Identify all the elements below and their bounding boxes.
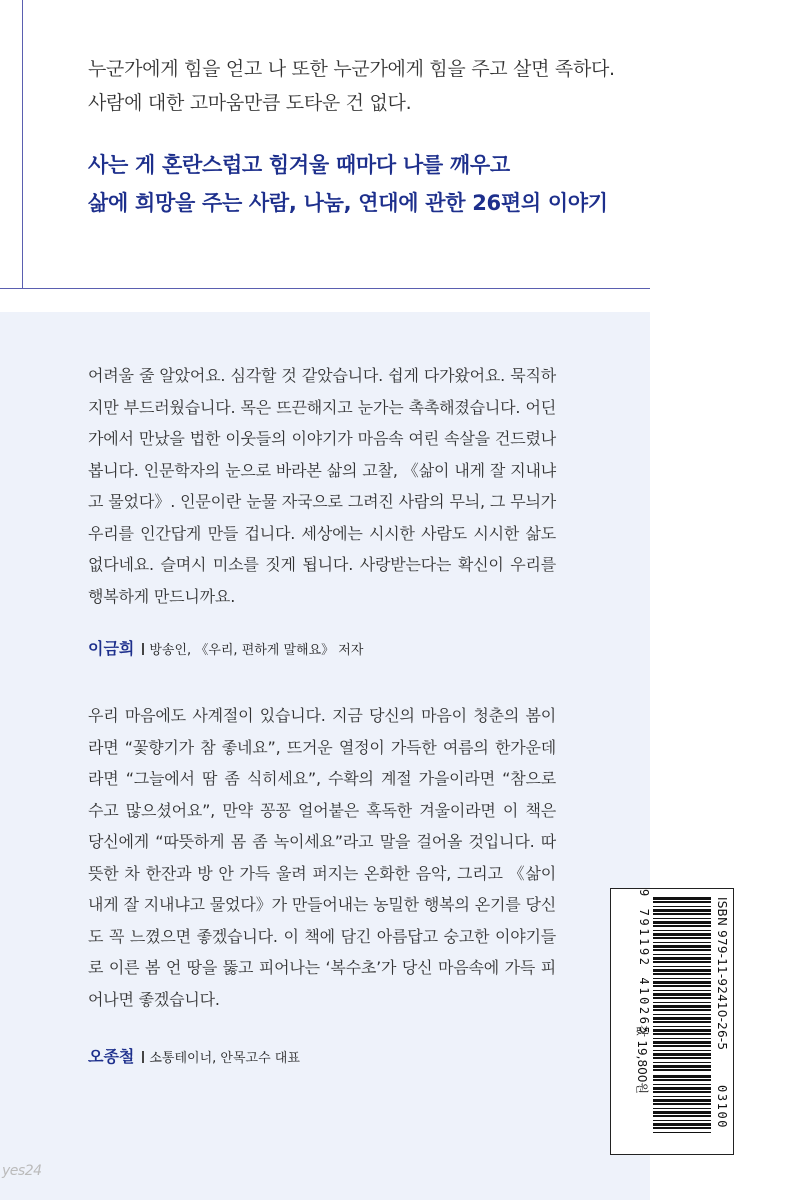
barcode-bar [653,1069,711,1071]
barcode-bar [653,993,711,996]
barcode-bar [653,909,711,912]
author-separator [142,643,144,655]
barcode-bar [653,1050,711,1051]
author-separator [142,1051,144,1063]
barcode-bar [653,897,711,900]
barcode-bar [653,954,711,955]
barcode-bar [653,1041,711,1044]
barcode-bar [653,990,711,991]
barcode-bar [653,1115,711,1117]
barcode-bar [653,1014,711,1015]
barcode-bar [653,1033,711,1035]
barcode-bar [653,901,711,903]
watermark: yes24 [2,1163,42,1179]
intro-line-2: 사람에 대한 고마움만큼 도타운 건 없다. [88,92,412,114]
addon-bars [653,1075,711,1137]
barcode-bar [653,1108,711,1109]
endorsement-text-1: 어려울 줄 알았어요. 심각할 것 같았습니다. 쉽게 다가왔어요. 묵직하지만 부드러웠습니다. 목은 뜨끈해지고 눈가는 촉촉해졌습니다. 어딘가에서 만났을 법한 이웃들의 이야기가 마음속 여린 속살을 건드렸나 봅니다. 인문학자의 눈으로 바라본 삶의 고찰, 《삶이 내게 잘 지내냐고 물었다》. 인문이란 눈물 자국으로 그려진 사람의 무늬, 그 무늬가 우리를 인간답게 만들 겁니다. 세상에는 시시한 사람도 시시한 삶도 없다네요. 슬며시 미소를 짓게 됩니다. 사랑받는다는 확신이 우리를 행복하게 만드니까요. [88,366,556,606]
barcode-bar [653,973,711,975]
intro-line-1: 누군가에게 힘을 얻고 나 또한 누군가에게 힘을 주고 살면 족하다. [88,58,615,80]
endorsement-author-2 [88,1044,300,1067]
barcode-bar [653,978,711,979]
horizontal-rule [0,288,650,289]
author-name: 오종철 [88,1047,135,1066]
barcode-bar [653,981,711,984]
barcode-bar [653,1026,711,1027]
headline-line-2: 삶에 희망을 주는 사람, 나눔, 연대에 관한 26편의 이야기 [88,191,608,215]
barcode-digits: 9 791192 410265 [637,889,651,1037]
barcode-bar [653,1002,711,1003]
barcode-bar [653,1017,711,1020]
barcode-bar [653,985,711,987]
intro-text [88,52,648,120]
barcode-bar [653,1127,711,1129]
headline [88,146,648,222]
barcode-box [610,888,734,1155]
barcode-bar [653,969,711,972]
barcode-bar [653,1079,711,1081]
barcode-bar [653,930,711,931]
barcode-bar [653,1029,711,1032]
price-label: 값 19,800원 [635,1025,649,1094]
barcode-bar [653,1009,711,1011]
barcode-bar [653,933,711,936]
barcode-bar [653,913,711,915]
barcode-bar [653,1087,711,1090]
barcode-bar [653,1057,711,1059]
barcode-bar [653,925,711,927]
barcode-bar [653,1065,711,1068]
barcode-bar [653,1096,711,1097]
author-role: 방송인, 《우리, 편하게 말해요》 저자 [149,643,364,658]
barcode-bar [653,945,711,948]
headline-line-1: 사는 게 혼란스럽고 힘겨울 때마다 나를 깨우고 [88,153,510,177]
author-role: 소통테이너, 안목고수 대표 [149,1051,300,1066]
barcode-bar [653,937,711,939]
barcode-bar [653,1123,711,1126]
barcode-bar [653,1045,711,1047]
endorsement-author-1 [88,636,363,659]
barcode-bars [653,897,711,1073]
isbn-label: ISBN 979-11-92410-26-5 [715,897,729,1051]
barcode-bar [653,1091,711,1093]
barcode-bar [653,1084,711,1085]
barcode-bar [653,921,711,924]
barcode-bar [653,942,711,943]
barcode-bar [653,997,711,999]
addon-digits: 03100 [715,1085,729,1130]
barcode-bar [653,1132,711,1133]
barcode-bar [653,1021,711,1023]
barcode-rotated [611,889,733,1154]
barcode-bar [653,1062,711,1063]
barcode-bar [653,918,711,919]
author-name: 이금희 [88,639,135,658]
vertical-rule [22,0,23,288]
barcode-bar [653,957,711,960]
barcode-bar [653,1111,711,1114]
barcode-bar [653,1120,711,1121]
barcode-bar [653,1099,711,1102]
barcode-bar [653,1075,711,1078]
barcode-bar [653,906,711,907]
barcode-bar [653,1005,711,1008]
barcode-bar [653,1103,711,1105]
intro-block [88,52,648,222]
barcode-bar [653,961,711,963]
barcode-bar [653,1038,711,1039]
barcode-bar [653,1053,711,1056]
barcode-bar [653,966,711,967]
barcode-bar [653,949,711,951]
endorsement-text-2: 우리 마음에도 사계절이 있습니다. 지금 당신의 마음이 청춘의 봄이라면 “꽃향기가 참 좋네요”, 뜨거운 열정이 가득한 여름의 한가운데라면 “그늘에서 땀 좀 식히세요”, 수확의 계절 가을이라면 “참으로 수고 많으셨어요”, 만약 꽁꽁 얼어붙은 혹독한 겨울이라면 이 책은 당신에게 “따뜻하게 몸 좀 녹이세요”라고 말을 걸어올 것입니다. 따뜻한 차 한잔과 방 안 가득 울려 퍼지는 온화한 음악, 그리고 《삶이 내게 잘 지내냐고 물었다》가 만들어내는 농밀한 행복의 온기를 당신도 꼭 느꼈으면 좋겠습니다. 이 책에 담긴 아름답고 숭고한 이야기들로 이른 봄 언 땅을 뚫고 피어나는 ‘복수초’가 당신 마음속에 가득 피어나면 좋겠습니다. [88,706,556,1009]
